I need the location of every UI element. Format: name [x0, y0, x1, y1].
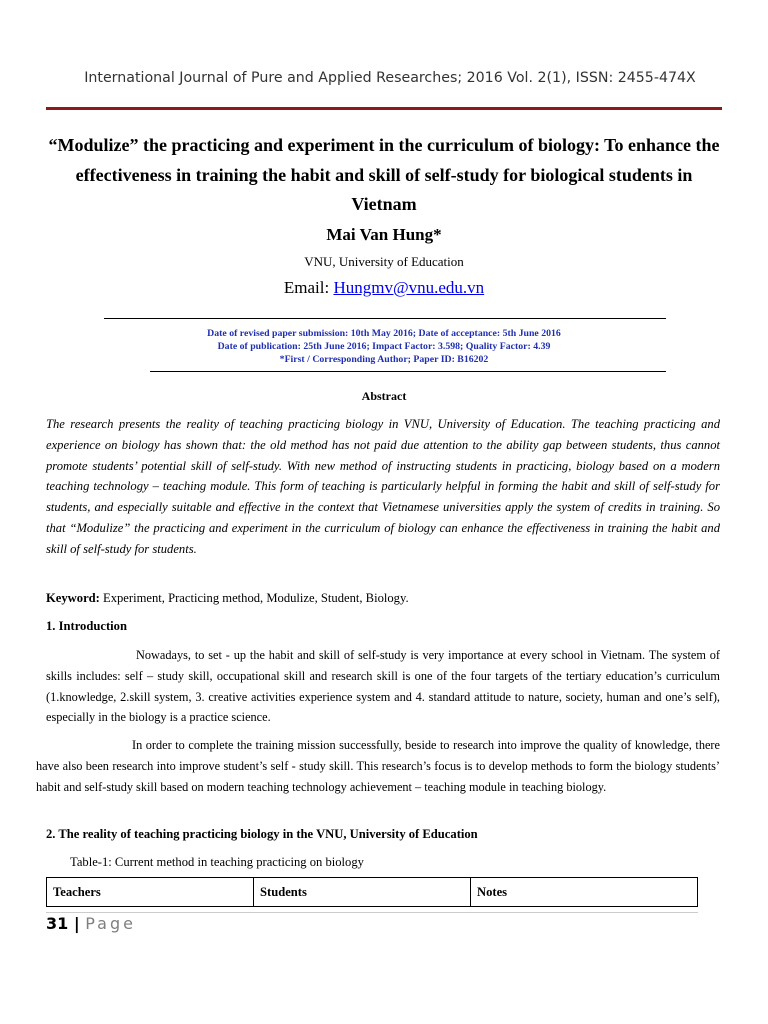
table-header-students: Students [254, 878, 471, 907]
paragraph-intro-1: Nowadays, to set - up the habit and skill of self-study is very importance at every school in Vietnam. The system of skills includes: self – study skill, occupational skill and research skill is one of the four targets of the tertiary education’s curriculum (1.knowledge, 2.skill system, 3. creative activities experience system and 4. standard attitude to nature, society, human and one’s self), especially in the biology is a practice science. [46, 648, 720, 725]
method-table [46, 877, 698, 907]
table-header-row [47, 878, 698, 907]
dates-line-2: Date of publication: 25th June 2016; Impact Factor: 3.598; Quality Factor: 4.39 [217, 341, 551, 352]
abstract-text: The research presents the reality of teaching practicing biology in VNU, University of Education. The teaching practicing and experience on biology has shown that: the old method has not paid due attention to the ability gap between students, thus cannot promote students’ potential skill of self-study. With new method of instructing students in practicing, biology based on a modern teaching technology – teaching module. This form of teaching is particularly helpful in forming the habit and skill of self-study for students, and especially suitable and effective in the context that Vietnamese universities apply the system of credits in training. So that “Modulize” the practicing and experiment in the curriculum of biology can enhance the effectiveness in training the habit and skill of self-study for students. [46, 417, 720, 556]
footer-divider [46, 912, 698, 913]
section-heading-introduction: 1. Introduction [46, 619, 127, 633]
keywords-label: Keyword: [46, 591, 104, 605]
section-heading-reality: 2. The reality of teaching practicing biology in the VNU, University of Education [46, 827, 478, 841]
dates-line-1: Date of revised paper submission: 10th May 2016; Date of acceptance: 5th June 2016 [207, 328, 561, 339]
table-header-teachers: Teachers [47, 878, 254, 907]
email-line [0, 277, 768, 298]
email-link[interactable]: Hungmv@vnu.edu.vn [333, 278, 485, 297]
divider-bottom [150, 371, 666, 372]
footer-separator: | [68, 914, 86, 933]
divider-top [104, 318, 666, 319]
table-caption: Table-1: Current method in teaching practicing on biology [70, 855, 364, 869]
paper-title: “Modulize” the practicing and experiment in the curriculum of biology: To enhance the effectiveness in training the habit and skill of self-study for biological students in Vietnam [48, 135, 720, 214]
paragraph-intro-2: In order to complete the training mission successfully, beside to research into improve the quality of knowledge, there have also been research into improve student’s self - study skill. This research’s focus is to develop methods to form the biology students’ habit and self-study skill based on modern teaching technology achievement – teaching module in teaching biology. [36, 738, 720, 794]
table-header-notes: Notes [471, 878, 698, 907]
dates-line-3: *First / Corresponding Author; Paper ID: B16202 [279, 354, 489, 365]
author-name: Mai Van Hung* [326, 225, 442, 244]
affiliation: VNU, University of Education [304, 254, 464, 269]
page-footer [46, 912, 136, 936]
abstract-heading: Abstract [361, 389, 407, 403]
publication-dates [60, 327, 708, 366]
keywords [46, 589, 720, 607]
email-label: Email: [283, 278, 334, 297]
page-label: Page [85, 914, 136, 933]
keywords-text: Experiment, Practicing method, Modulize, Student, Biology. [103, 591, 409, 605]
journal-header: International Journal of Pure and Applied Researches; 2016 Vol. 2(1), ISSN: 2455-474X [84, 70, 696, 86]
page-number: 31 [46, 914, 69, 933]
header-divider [46, 107, 722, 110]
